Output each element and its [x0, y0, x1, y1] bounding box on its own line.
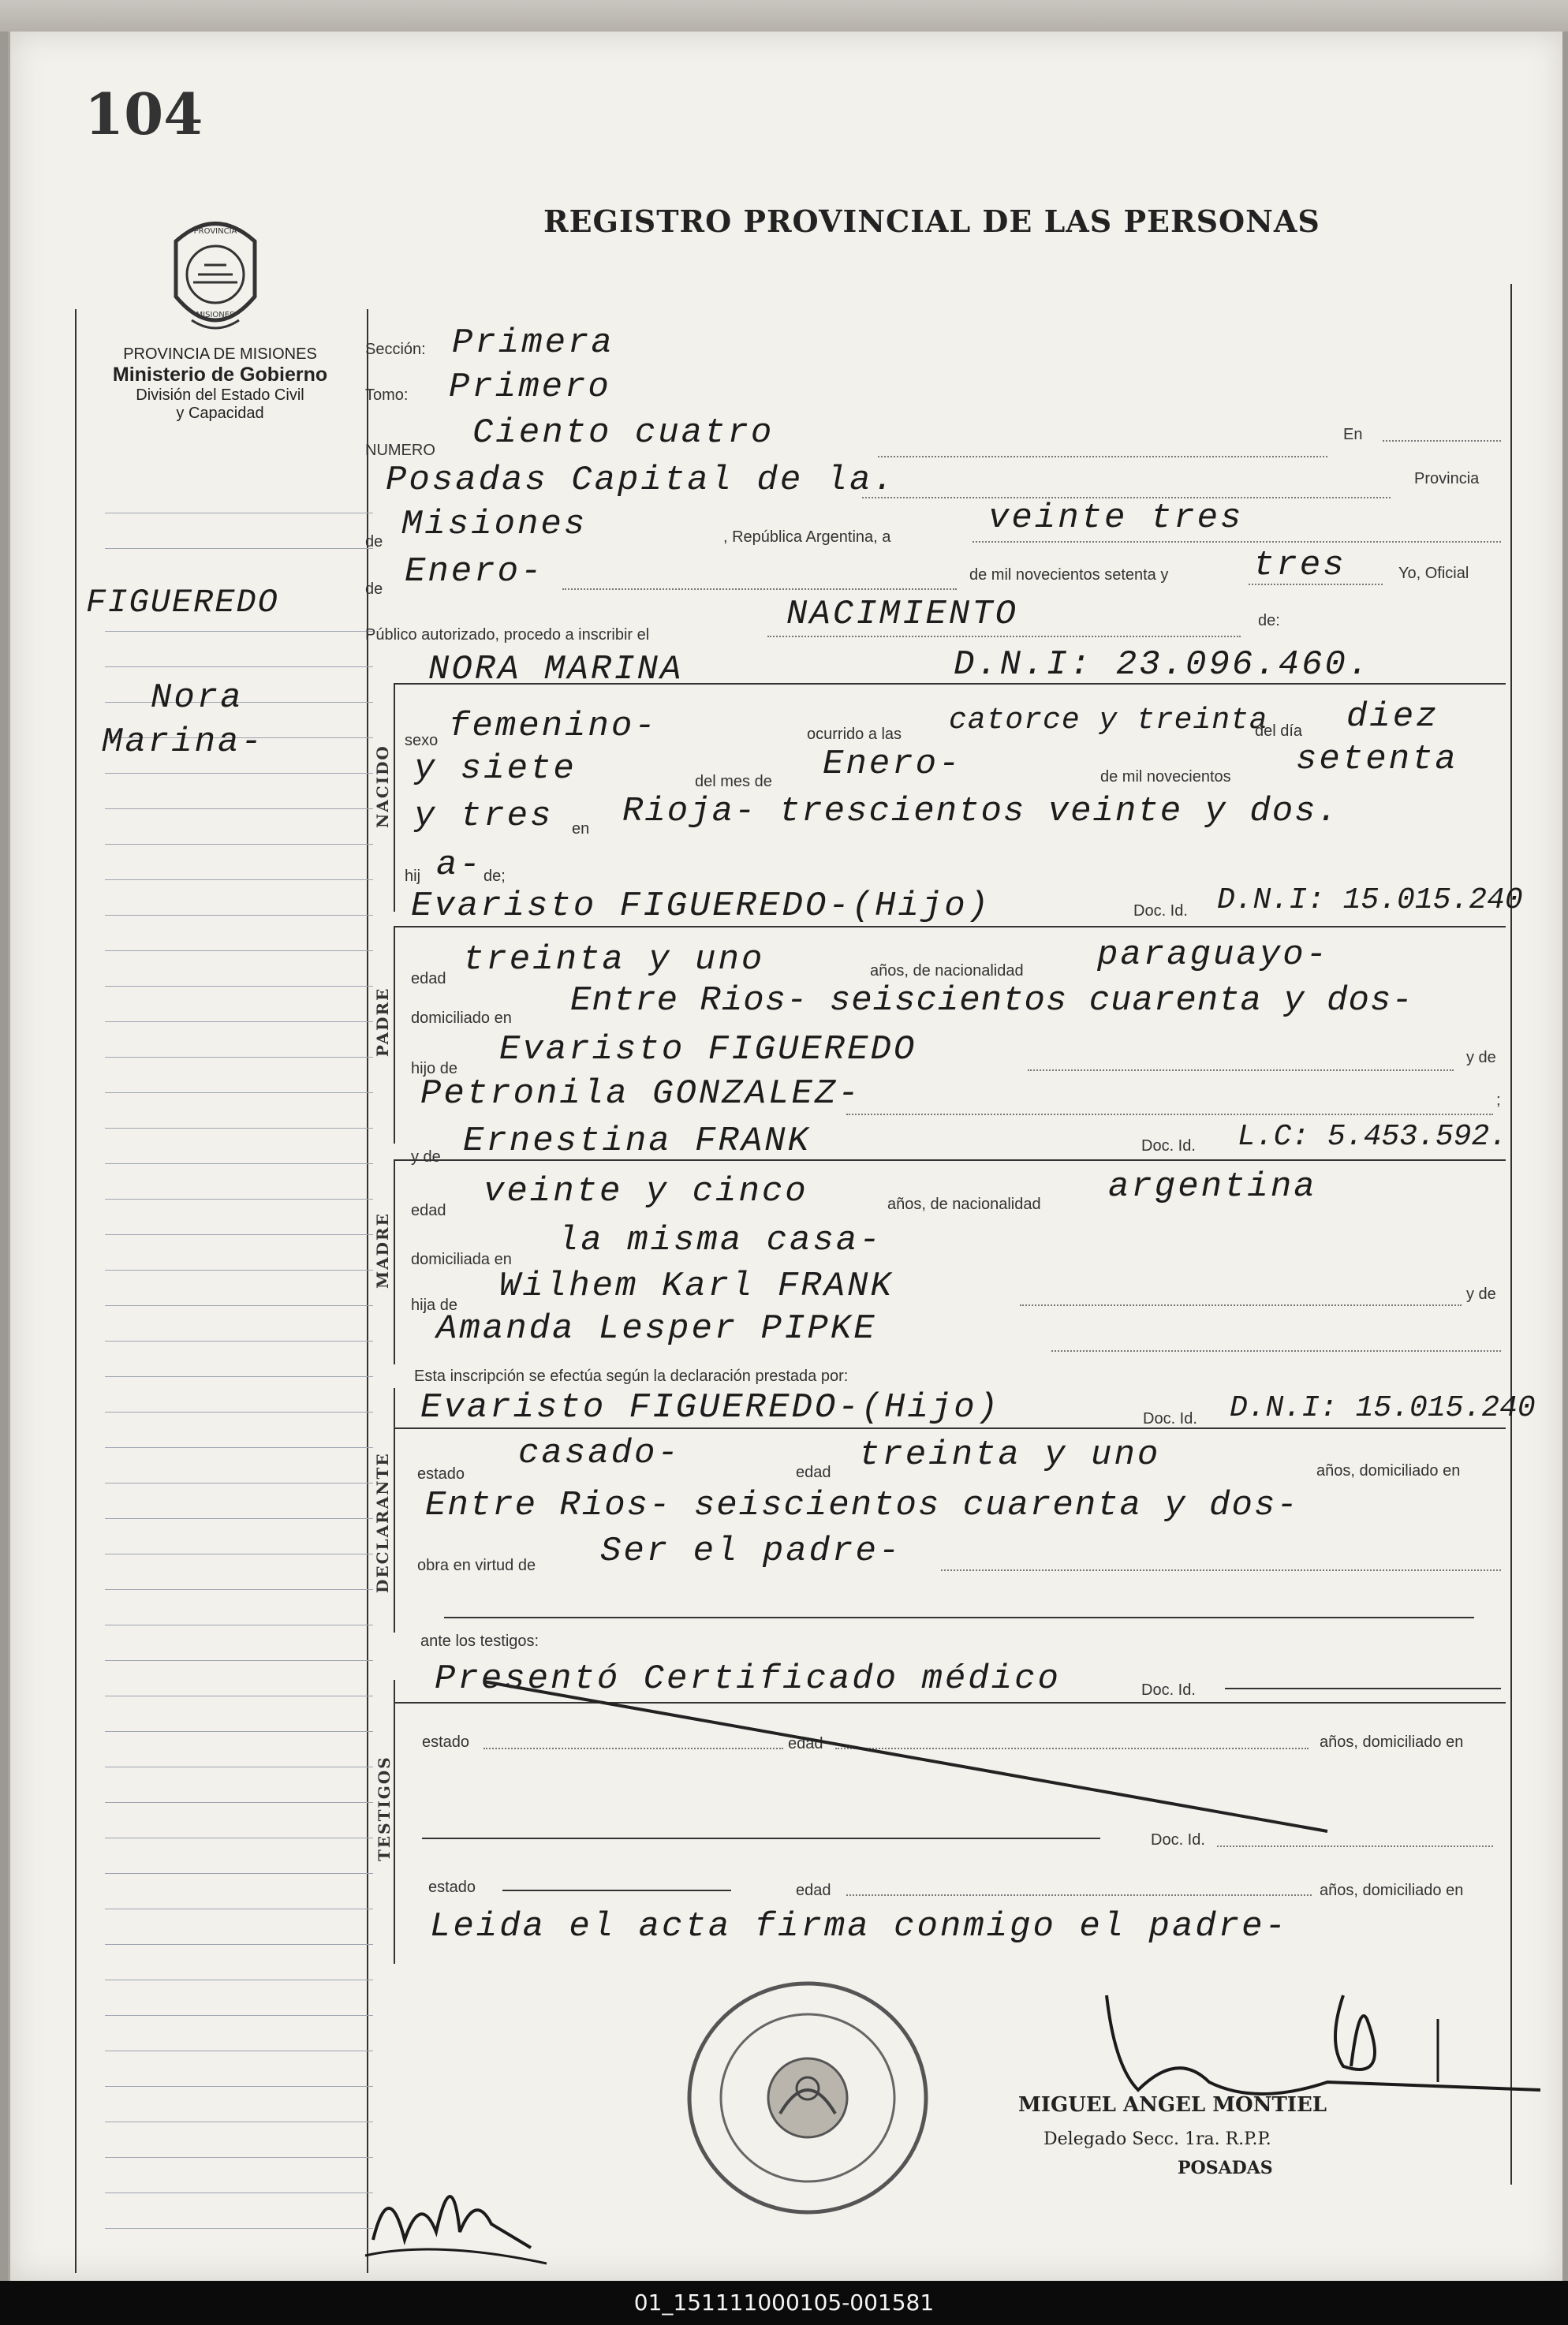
- numero-value: Ciento cuatro: [472, 413, 775, 453]
- section-madre: MADRE: [373, 1212, 392, 1289]
- nacido-bracket: [394, 683, 395, 912]
- testigo1-dom-label: años, domiciliado en: [1320, 1733, 1464, 1751]
- seccion-label: Sección:: [365, 341, 426, 358]
- madre-nac-label: años, de nacionalidad: [887, 1196, 1041, 1213]
- yo-label: Yo, Oficial: [1398, 565, 1469, 582]
- padre-nacionalidad: paraguayo-: [1097, 935, 1330, 975]
- mes-nacimiento: Enero-: [823, 745, 962, 784]
- nacido-dni: D.N.I: 23.096.460.: [954, 645, 1372, 685]
- acto-value: NACIMIENTO: [786, 595, 1019, 634]
- officer-signature-icon: [996, 1972, 1540, 2177]
- officer-stamp-name: MIGUEL ANGEL MONTIEL: [1018, 2093, 1327, 2117]
- declarante-doc-label: Doc. Id.: [1143, 1410, 1197, 1427]
- margin-right-border: [367, 309, 368, 2273]
- ministry-division: División del Estado Civil: [136, 386, 304, 404]
- padre-top-rule: [394, 926, 1506, 927]
- mil-novecientos-label: de mil novecientos: [1100, 768, 1231, 786]
- padre-edad-label: edad: [411, 970, 446, 987]
- madre-nombre: Ernestina FRANK: [463, 1121, 812, 1161]
- register-page: [8, 32, 1562, 2281]
- madre-doc: L.C: 5.453.592.: [1238, 1120, 1508, 1154]
- section-padre: PADRE: [373, 987, 392, 1057]
- de-label-2: de: [365, 580, 383, 598]
- padre-bracket: [394, 926, 395, 1144]
- padre-punto: ;: [1496, 1092, 1501, 1109]
- padre-doc-label: Doc. Id.: [1133, 902, 1188, 920]
- madre-domicilio: la misma casa-: [558, 1221, 883, 1260]
- madre-yde-label-2: y de: [1466, 1286, 1496, 1303]
- padre-nombre: Evaristo FIGUEREDO-(Hijo): [411, 886, 991, 926]
- ministry-name: Ministerio de Gobierno: [112, 364, 328, 386]
- padre-domicilio: Entre Rios- seiscientos cuarenta y dos-: [570, 981, 1413, 1021]
- page-number: 104: [84, 80, 203, 147]
- declarante-doc: D.N.I: 15.015.240: [1230, 1391, 1536, 1425]
- strike-through-line: [476, 1674, 1343, 1847]
- numero-label: NUMERO: [365, 442, 435, 459]
- seal-text-bottom: MISIONES: [196, 311, 235, 319]
- dia-nacimiento: diez: [1346, 697, 1439, 737]
- padre-doc: D.N.I: 15.015.240: [1217, 883, 1523, 917]
- mil-label: de mil novecientos setenta y: [969, 566, 1169, 584]
- padre-padre: Evaristo FIGUEREDO: [499, 1030, 917, 1069]
- testigo2-estado-label: estado: [428, 1879, 476, 1896]
- page-title: REGISTRO PROVINCIAL DE LAS PERSONAS: [543, 203, 1320, 239]
- padre-hijo-label: hijo de: [411, 1060, 457, 1077]
- anio-nacimiento-2: y tres: [414, 797, 554, 836]
- obra-fill-line: [444, 1617, 1474, 1618]
- declarante-bracket: [394, 1388, 395, 1633]
- declarante-domicilio: Entre Rios- seiscientos cuarenta y dos-: [425, 1486, 1299, 1525]
- en-label: En: [1343, 426, 1363, 443]
- del-dia-label: del día: [1255, 722, 1303, 740]
- officer-stamp-title: Delegado Secc. 1ra. R.P.P.: [1043, 2129, 1271, 2149]
- official-seal-icon: [678, 1972, 938, 2224]
- declarante-top-rule: [394, 1427, 1506, 1429]
- madre-yde-label: y de: [411, 1148, 441, 1166]
- book-top-edge: [0, 0, 1568, 32]
- testigo1-doc-label: Doc. Id.: [1151, 1831, 1205, 1849]
- de-label-nacido: de;: [483, 868, 506, 885]
- republica-label: , República Argentina, a: [723, 528, 891, 546]
- madre-nacionalidad: argentina: [1108, 1167, 1317, 1207]
- nacido-nombre: NORA MARINA: [428, 650, 684, 689]
- ministry-block: [86, 345, 354, 423]
- section-declarante: DECLARANTE: [373, 1452, 392, 1593]
- tomo-value: Primero: [449, 368, 611, 407]
- padre-madre: Petronila GONZALEZ-: [420, 1074, 861, 1114]
- madre-dom-label: domiciliada en: [411, 1251, 512, 1268]
- madre-madre: Amanda Lesper PIPKE: [436, 1309, 877, 1349]
- padre-nac-label: años, de nacionalidad: [870, 962, 1024, 980]
- section-nacido: NACIDO: [373, 745, 392, 828]
- obra-label: obra en virtud de: [417, 1557, 536, 1574]
- ministry-division-2: y Capacidad: [176, 405, 264, 422]
- padre-dom-label: domiciliado en: [411, 1009, 512, 1027]
- testigos-bracket: [394, 1680, 395, 1964]
- dia-value: veinte tres: [988, 498, 1244, 538]
- hora-value: catorce y treinta: [949, 703, 1268, 737]
- sexo-value: femenino-: [449, 707, 658, 746]
- anio-value: tres: [1253, 546, 1346, 585]
- archive-footer: 01_151111000105-001581: [0, 2281, 1568, 2325]
- hij-label: hij: [405, 868, 421, 885]
- madre-bracket: [394, 1159, 395, 1364]
- padre-edad: treinta y uno: [463, 940, 765, 980]
- de-label-3: de:: [1258, 612, 1280, 629]
- declarante-estado-label: estado: [417, 1465, 465, 1483]
- lugar-value: Posadas Capital de la.: [386, 461, 896, 500]
- padre-yde-label: y de: [1466, 1049, 1496, 1066]
- madre-edad-label: edad: [411, 1202, 446, 1219]
- de-label-1: de: [365, 533, 383, 550]
- testigo2-edad-label: edad: [796, 1882, 831, 1899]
- anio-nacimiento: setenta: [1296, 740, 1458, 779]
- mes-value: Enero-: [405, 552, 544, 592]
- declarante-edad: treinta y uno: [859, 1435, 1161, 1475]
- mes-label: del mes de: [695, 773, 772, 790]
- declarante-nombre: Evaristo FIGUEREDO-(Hijo): [420, 1388, 1001, 1427]
- testigo2-estado-line: [502, 1890, 731, 1891]
- lugar-nacimiento: Rioja- trescientos veinte y dos.: [622, 792, 1339, 831]
- seal-text-top: PROVINCIA: [193, 227, 237, 236]
- testigo1-edad-label: edad: [788, 1735, 823, 1752]
- provincia-value: Misiones: [401, 505, 588, 544]
- madre-hija-label: hija de: [411, 1297, 457, 1314]
- ocurrido-label: ocurrido a las: [807, 726, 902, 743]
- obra-value: Ser el padre-: [600, 1532, 902, 1571]
- declarante-estado: casado-: [518, 1434, 681, 1473]
- madre-padre: Wilhem Karl FRANK: [499, 1267, 894, 1306]
- margin-given-name-1: Nora: [151, 678, 244, 718]
- dia-nacimiento-2: y siete: [414, 749, 577, 789]
- testigos-doc-label: Doc. Id.: [1141, 1681, 1196, 1699]
- seccion-value: Primera: [452, 323, 614, 363]
- margin-given-name-2: Marina-: [102, 722, 264, 762]
- father-signature-icon: [357, 2145, 562, 2279]
- provincia-label: Provincia: [1414, 470, 1480, 487]
- tomo-label: Tomo:: [365, 386, 409, 404]
- testigos-nota: Presentó Certificado médico: [435, 1659, 1061, 1699]
- sexo-label: sexo: [405, 732, 439, 749]
- officer-stamp-place: POSADAS: [1178, 2158, 1273, 2178]
- closing-text: Leida el acta firma conmigo el padre-: [430, 1907, 1288, 1946]
- madre-doc-label: Doc. Id.: [1141, 1137, 1196, 1155]
- form-right-border: [1510, 284, 1512, 2185]
- declarante-edad-label: edad: [796, 1464, 831, 1481]
- ministry-province: PROVINCIA DE MISIONES: [123, 345, 317, 363]
- hij-value: a-: [436, 845, 483, 885]
- margin-left-border: [75, 309, 77, 2273]
- testigos-label: ante los testigos:: [420, 1633, 539, 1650]
- testigo1-estado-label: estado: [422, 1733, 470, 1751]
- en-label-nacido: en: [572, 820, 590, 838]
- coat-of-arms-icon: [160, 210, 271, 344]
- margin-surname: FIGUEREDO: [86, 584, 279, 621]
- declarante-dom-label: años, domiciliado en: [1316, 1462, 1461, 1480]
- testigo2-dom-label: años, domiciliado en: [1320, 1882, 1464, 1899]
- declarante-intro: Esta inscripción se efectúa según la declaración prestada por:: [414, 1368, 849, 1385]
- publico-label: Público autorizado, procedo a inscribir el: [365, 626, 650, 644]
- madre-edad: veinte y cinco: [483, 1172, 808, 1211]
- section-testigos: TESTIGOS: [375, 1756, 394, 1861]
